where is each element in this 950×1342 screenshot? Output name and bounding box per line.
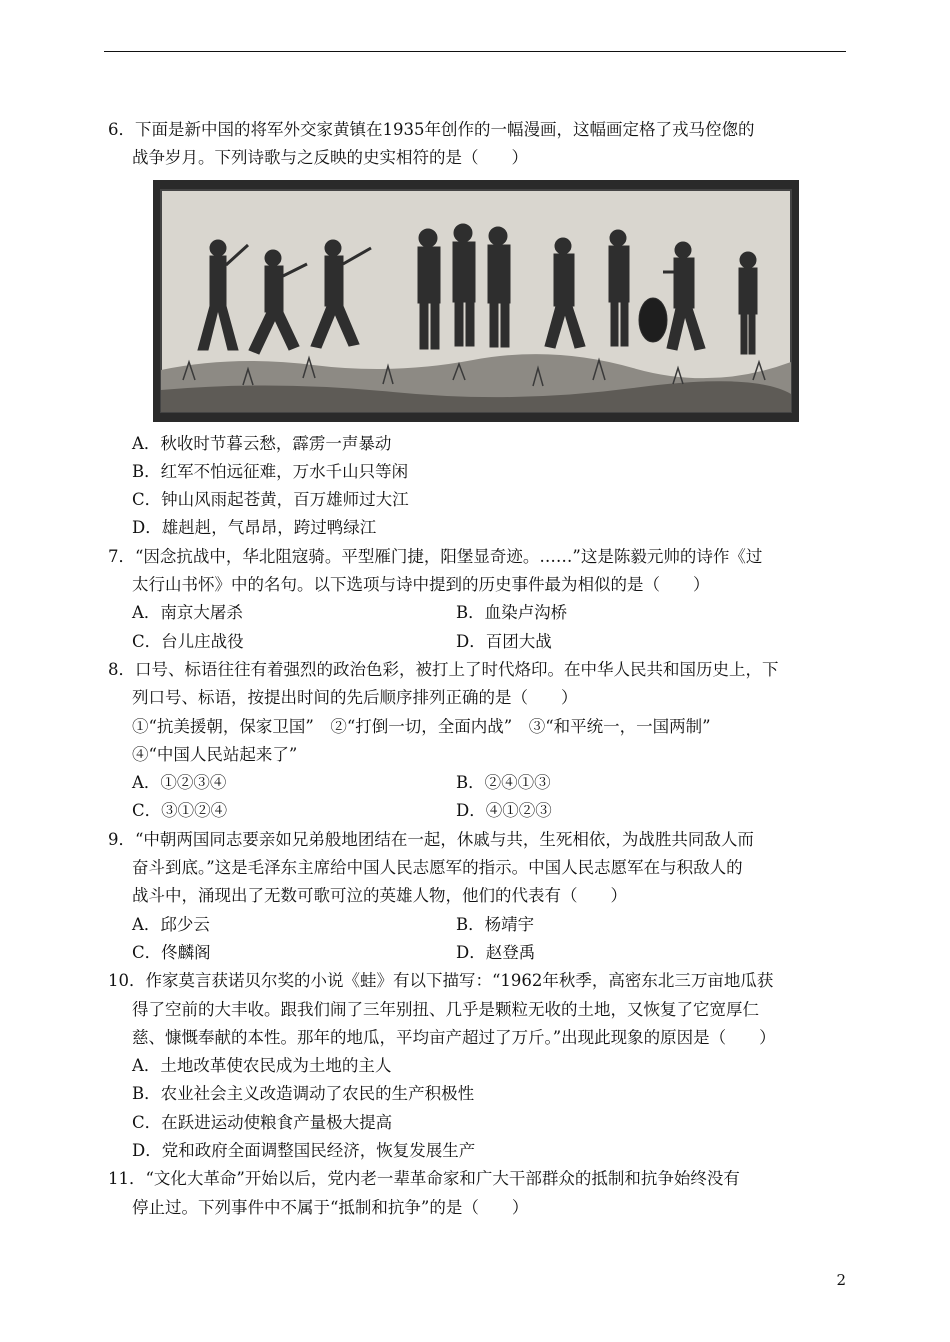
option-c: C．佟麟阁 [132, 942, 211, 962]
option-d: D．雄赳赳，气昂昂，跨过鸭绿江 [132, 518, 377, 538]
header-rule [104, 51, 846, 52]
question-stem-line: 9．“中朝两国同志要亲如兄弟般地团结在一起，休戚与共，生死相依，为战胜共同敌人而 [108, 829, 754, 849]
question-stem-line: 10．作家莫言获诺贝尔奖的小说《蛙》有以下描写：“1962年秋季，高密东北三万亩地瓜获 [108, 971, 774, 991]
war-sketch-image [153, 180, 799, 422]
option-row [108, 797, 850, 825]
question-stem-line: 得了空前的大丰收。跟我们闹了三年别扭、几乎是颗粒无收的土地，又恢复了它宽厚仁 [132, 999, 759, 1019]
option-a: A．①②③④ [132, 773, 227, 793]
option-d: D．④①②③ [456, 801, 552, 821]
page-number: 2 [836, 1271, 846, 1289]
question-stem-line: 11．“文化大革命”开始以后，党内老一辈革命家和广大干部群众的抵制和抗争始终没有 [108, 1169, 740, 1189]
option-c: C．在跃进运动使粮食产量极大提高 [132, 1112, 393, 1132]
question-items-line: ④“中国人民站起来了” [132, 744, 298, 764]
question-stem-line: 奋斗到底。”这是毛泽东主席给中国人民志愿军的指示。中国人民志愿军在与积敌人的 [132, 858, 743, 878]
question-7 [108, 543, 850, 656]
question-stem-line: 7．“因念抗战中，华北阻寇骑。平型雁门捷，阳堡显奇迹。……”这是陈毅元帅的诗作《过 [108, 546, 763, 566]
question-stem-line: 战斗中，涌现出了无数可歌可泣的英雄人物，他们的代表有（ ） [132, 886, 627, 906]
question-items-line: ①“抗美援朝，保家卫国” ②“打倒一切，全面内战” ③“和平统一，一国两制” [132, 716, 711, 736]
question-stem-line: 太行山书怀》中的名句。以下选项与诗中提到的历史事件最为相似的是（ ） [132, 575, 710, 595]
option-a: A．土地改革使农民成为土地的主人 [132, 1056, 392, 1076]
question-11 [108, 1165, 850, 1222]
option-d: D．党和政府全面调整国民经济，恢复发展生产 [132, 1141, 476, 1161]
question-10 [108, 967, 850, 1165]
option-row [108, 628, 850, 656]
question-stem-line: 6．下面是新中国的将军外交家黄镇在1935年创作的一幅漫画，这幅画定格了戎马倥偬的 [108, 120, 755, 139]
option-row [108, 911, 850, 939]
option-row [108, 599, 850, 627]
option-a: A．邱少云 [132, 914, 210, 934]
option-c: C．③①②④ [132, 801, 228, 821]
question-stem-line: 列口号、标语，按提出时间的先后顺序排列正确的是（ ） [132, 688, 578, 708]
option-a: A．秋收时节暮云愁，霹雳一声暴动 [132, 433, 392, 453]
question-list [108, 116, 850, 1222]
question-stem-line: 8．口号、标语往往有着强烈的政治色彩，被打上了时代烙印。在中华人民共和国历史上，下 [108, 659, 779, 679]
question-stem-line: 战争岁月。下列诗歌与之反映的史实相符的是（ ） [132, 148, 528, 168]
question-8 [108, 656, 850, 826]
option-c: C．台儿庄战役 [132, 631, 244, 651]
question-9 [108, 826, 850, 967]
option-b: B．红军不怕远征难，万水千山只等闲 [132, 461, 409, 481]
question-stem-line: 停止过。下列事件中不属于“抵制和抗争”的是（ ） [132, 1197, 529, 1217]
option-row [108, 769, 850, 797]
option-b: B．杨靖宇 [456, 914, 535, 934]
option-row [108, 939, 850, 967]
option-b: B．农业社会主义改造调动了农民的生产积极性 [132, 1084, 475, 1104]
option-a: A．南京大屠杀 [132, 603, 243, 623]
option-d: D．百团大战 [456, 631, 552, 651]
question-stem-line: 慈、慷慨奉献的本性。那年的地瓜，平均亩产超过了万斤。”出现此现象的原因是（ ） [132, 1027, 776, 1047]
question-6 [108, 116, 850, 543]
option-b: B．②④①③ [456, 773, 551, 793]
option-d: D．赵登禹 [456, 942, 536, 962]
option-c: C．钟山风雨起苍黄，百万雄师过大江 [132, 490, 409, 510]
option-b: B．血染卢沟桥 [456, 603, 568, 623]
